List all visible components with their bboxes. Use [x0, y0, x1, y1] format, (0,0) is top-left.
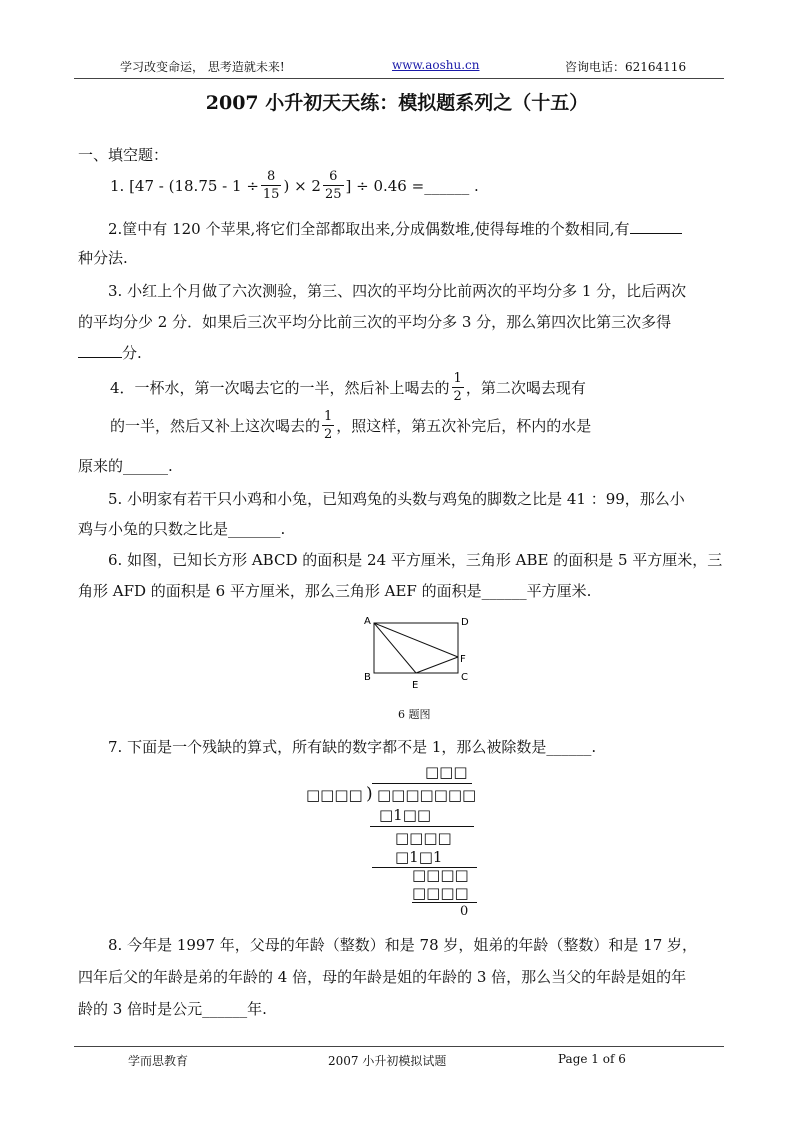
- label-c: C: [461, 672, 468, 683]
- header-website-link[interactable]: www.aoshu.cn: [392, 58, 480, 72]
- question-8-line-2: 四年后父的年龄是弟的年龄的 4 倍，母的年龄是姐的年龄的 3 倍，那么当父的年龄是姐的年: [78, 968, 687, 986]
- q7-row-3: □1□1: [395, 848, 443, 866]
- q7-row-2: □□□□: [395, 829, 452, 847]
- q4-line2-b: ，照这样，第五次补完后，杯内的水是: [336, 417, 592, 435]
- question-3-line-1: 3. 小红上个月做了六次测验，第三、四次的平均分比前两次的平均分多 1 分，比后两次: [108, 282, 687, 300]
- q1-fraction-2: [323, 170, 344, 201]
- q7-row-5: □□□□: [412, 884, 469, 902]
- q4-line1-a: 4．一杯水，第一次喝去它的一半，然后补上喝去的: [110, 379, 450, 397]
- q1-mid: ) × 2: [283, 176, 321, 195]
- q4-line2-a: 的一半，然后又补上这次喝去的: [110, 417, 321, 435]
- q7-division-bar: [372, 783, 472, 784]
- q2-answer-blank[interactable]: [630, 220, 682, 234]
- q2-text: 2.筐中有 120 个苹果,将它们全部都取出来,分成偶数堆,使得每堆的个数相同,有: [108, 220, 630, 238]
- q6-figure-caption: 6 题图: [398, 708, 431, 721]
- q4-half-numerator: 1: [453, 371, 462, 386]
- q7-quotient: □□□: [425, 763, 468, 781]
- header-slogan: 学习改变命运， 思考造就未来!: [120, 60, 285, 74]
- header-phone: 咨询电话：62164116: [565, 60, 687, 74]
- segment-af: [374, 623, 458, 657]
- question-8-line-1: 8. 今年是 1997 年，父母的年龄（整数）和是 78 岁，姐弟的年龄（整数）和是 17 岁，: [108, 936, 698, 954]
- question-3-line-3: [78, 342, 142, 363]
- q6-rectangle-figure: [355, 612, 480, 694]
- label-e: E: [412, 680, 419, 691]
- segment-ef: [416, 657, 458, 673]
- q7-rule-3: [412, 902, 477, 903]
- q1-suffix: ] ÷ 0.46 =______ .: [345, 176, 479, 195]
- q7-row-4: □□□□: [412, 866, 469, 884]
- q4-line1-b: ，第二次喝去现有: [465, 379, 586, 397]
- label-f: F: [460, 654, 466, 665]
- question-8-line-3: 龄的 3 倍时是公元______年.: [78, 1000, 267, 1018]
- q7-rule-1: [370, 826, 474, 827]
- question-7-line-1: 7. 下面是一个残缺的算式，所有缺的数字都不是 1，那么被除数是______.: [108, 738, 597, 756]
- q3-unit: 分.: [122, 344, 142, 362]
- q1-frac1-numerator: 8: [261, 170, 282, 186]
- question-4-line-2: [110, 410, 591, 441]
- question-4-line-1: [110, 372, 586, 403]
- rectangle-abcd: [374, 623, 458, 673]
- label-a: A: [364, 616, 371, 627]
- q1-frac2-numerator: 6: [323, 170, 344, 186]
- q7-divisor: □□□□: [306, 786, 363, 804]
- q1-fraction-1: [261, 170, 282, 201]
- q1-frac2-denominator: 25: [324, 187, 342, 202]
- q3-answer-blank[interactable]: [78, 344, 122, 358]
- q4-half-fraction-2: [322, 410, 334, 441]
- question-6-line-1: 6. 如图，已知长方形 ABCD 的面积是 24 平方厘米，三角形 ABE 的面积是 5 平方厘米，三: [108, 551, 723, 569]
- question-2-line-1: [108, 218, 682, 239]
- question-1: [110, 170, 479, 201]
- q4-half-denominator: 2: [324, 427, 333, 442]
- footer-center: 2007 小升初模拟试题: [328, 1054, 447, 1068]
- question-5-line-2: 鸡与小兔的只数之比是_______.: [78, 520, 286, 538]
- label-b: B: [364, 672, 371, 683]
- label-d: D: [461, 617, 469, 628]
- question-5-line-1: 5. 小明家有若干只小鸡和小兔，已知鸡兔的头数与鸡兔的脚数之比是 41 ：99，那么小: [108, 490, 685, 508]
- q4-half-numerator: 1: [324, 409, 333, 424]
- question-6-line-2: 角形 AFD 的面积是 6 平方厘米，那么三角形 AEF 的面积是______平方厘米.: [78, 582, 592, 600]
- q4-half-denominator: 2: [453, 389, 462, 404]
- question-3-line-2: 的平均分少 2 分．如果后三次平均分比前三次的平均分多 3 分，那么第四次比第三次多得: [78, 313, 672, 331]
- q7-row-1: □1□□: [379, 806, 432, 824]
- question-2-line-2: 种分法.: [78, 249, 128, 267]
- q1-frac1-denominator: 15: [262, 187, 280, 202]
- question-4-line-3: 原来的______.: [78, 457, 173, 475]
- q1-prefix: 1. [47 - (18.75 - 1 ÷: [110, 176, 259, 195]
- q7-remainder: 0: [460, 904, 469, 919]
- page-title: 2007 小升初天天练：模拟题系列之（十五）: [205, 92, 589, 114]
- q4-half-fraction-1: [452, 372, 464, 403]
- footer-left: 学而思教育: [128, 1054, 189, 1068]
- footer-divider: [74, 1046, 724, 1047]
- footer-page-number: Page 1 of 6: [558, 1052, 626, 1066]
- q7-division-bracket: ): [366, 784, 373, 804]
- header-divider: [74, 78, 724, 79]
- section-title: 一、填空题：: [78, 146, 169, 164]
- segment-ae: [374, 623, 416, 673]
- q7-dividend: □□□□□□□: [377, 786, 477, 804]
